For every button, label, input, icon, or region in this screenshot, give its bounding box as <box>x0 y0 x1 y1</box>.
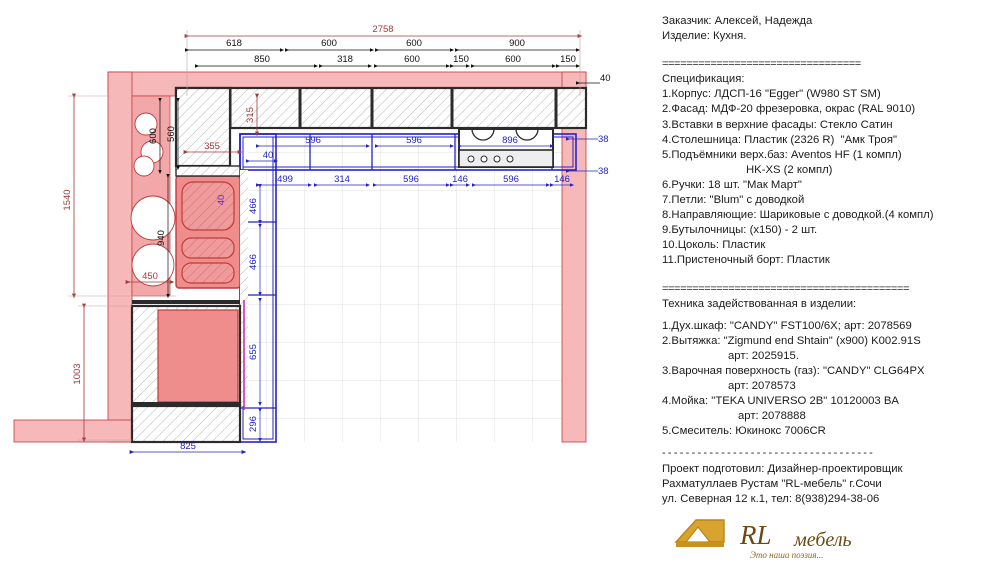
dim-top-1: 618 <box>226 38 242 49</box>
spec-item: 11.Пристеночный борт: Пластик <box>662 254 830 267</box>
dim-blue-top-1: 596 <box>305 135 321 146</box>
company-logo <box>672 512 932 562</box>
dim-right-40: 40 <box>600 73 611 84</box>
dim-355: 355 <box>204 141 220 152</box>
dim-inner-450: 450 <box>142 271 158 282</box>
dim-inner-940: 940 <box>156 230 167 246</box>
dim-overall-width: 2758 <box>372 24 394 35</box>
dim-top2-3: 600 <box>404 54 420 65</box>
dim-blue-bot-2: 314 <box>334 174 350 185</box>
separator-1: ================================= <box>662 58 861 71</box>
dim-right-38b: 38 <box>598 166 609 177</box>
specification-panel <box>662 14 986 562</box>
dim-blue-bot-4: 146 <box>452 174 468 185</box>
dim-40-top: 40 <box>262 150 274 161</box>
dim-blue-v-1: 466 <box>248 198 259 214</box>
spec-heading: Спецификация: <box>662 73 745 86</box>
dim-left-1540: 1540 <box>62 189 73 211</box>
dim-left-1003: 1003 <box>72 363 83 385</box>
dim-top2-2: 318 <box>337 54 353 65</box>
dim-blue-top-2: 596 <box>406 135 422 146</box>
tech-item-cont: арт: 2025915. <box>728 349 799 362</box>
tech-item: 5.Смеситель: Юкинокс 7006CR <box>662 425 826 438</box>
separator-3: - - - - - - - - - - - - - - - - - - - - - - - - - - - - - - - - - - - - <box>662 447 873 460</box>
spec-item: 3.Вставки в верхние фасады: Стекло Сатин <box>662 118 893 131</box>
customer-line: Заказчик: Алексей, Надежда <box>662 15 813 27</box>
logo-word: мебель <box>794 529 852 551</box>
tech-item: 3.Варочная поверхность (газ): "CANDY" CLG64PX <box>662 364 925 377</box>
tech-item: 4.Мойка: "TEKA UNIVERSO 2B" 10120003 BA <box>662 395 899 408</box>
dim-40-side: 40 <box>216 194 227 206</box>
dim-blue-bot-1: 499 <box>277 174 293 185</box>
dim-top2-1: 850 <box>254 54 270 65</box>
dim-blue-top-3: 896 <box>502 135 518 146</box>
spec-item: 10.Цоколь: Пластик <box>662 239 766 252</box>
logo-tagline: Это наша поэзия... <box>750 550 824 560</box>
footer-line: Рахматуллаев Рустам "RL-мебель" г.Сочи <box>662 477 882 490</box>
dim-blue-bot-6: 146 <box>554 174 570 185</box>
separator-2: ========================================= <box>662 282 909 295</box>
dim-top2-4: 150 <box>453 54 469 65</box>
footer-line: Проект подготовил: Дизайнер-проектировщик <box>662 462 903 475</box>
tech-item-cont: арт: 2078888 <box>738 410 806 423</box>
spec-item: 7.Петли: "Blum" с доводкой <box>662 194 805 207</box>
dim-blue-bot-5: 596 <box>503 174 519 185</box>
spec-item: 5.Подъёмники верх.баз: Aventos HF (1 компл) <box>662 148 902 161</box>
dim-inner-560: 560 <box>166 126 177 142</box>
spec-item: 9.Бутылочницы: (х150) - 2 шт. <box>662 224 818 237</box>
dim-top2-6: 150 <box>560 54 576 65</box>
dim-blue-v-4: 296 <box>248 416 259 432</box>
footer-line: ул. Северная 12 к.1, тел: 8(938)294-38-06 <box>662 492 880 505</box>
dim-315: 315 <box>245 107 256 123</box>
dim-top-3: 600 <box>406 38 422 49</box>
dim-top2-5: 600 <box>505 54 521 65</box>
product-line: Изделие: Кухня. <box>662 30 747 43</box>
house-icon <box>676 520 724 547</box>
dim-right-38a: 38 <box>598 134 609 145</box>
dim-bottom-825: 825 <box>180 441 196 452</box>
dim-top-2: 600 <box>321 38 337 49</box>
logo-mark: RL <box>740 520 772 550</box>
dim-blue-v-2: 466 <box>248 254 259 270</box>
spec-item: 1.Корпус: ЛДСП-16 "Egger" (W980 ST SM) <box>662 88 881 101</box>
spec-item: 2.Фасад: МДФ-20 фрезеровка, окрас (RAL 9010) <box>662 103 916 116</box>
tech-heading: Техника задействованная в изделии: <box>662 297 857 310</box>
spec-item: 4.Столешница: Пластик (2326 R) "Амк Троя" <box>662 133 897 146</box>
tech-item: 2.Вытяжка: "Zigmund end Shtain" (x900) K002.91S <box>662 334 921 347</box>
tech-item-cont: арт: 2078573 <box>728 380 796 393</box>
dim-blue-v-3: 655 <box>248 344 259 360</box>
dim-top-4: 900 <box>509 38 525 49</box>
dim-inner-600: 600 <box>148 128 159 144</box>
tech-item: 1.Дух.шкаф: "CANDY" FST100/6X; арт: 2078569 <box>662 319 912 332</box>
spec-item: 6.Ручки: 18 шт. "Мак Март" <box>662 178 802 191</box>
spec-item-cont: HK-XS (2 компл) <box>746 163 833 176</box>
spec-item: 8.Направляющие: Шариковые с доводкой.(4 компл) <box>662 209 934 222</box>
dim-blue-bot-3: 596 <box>403 174 419 185</box>
